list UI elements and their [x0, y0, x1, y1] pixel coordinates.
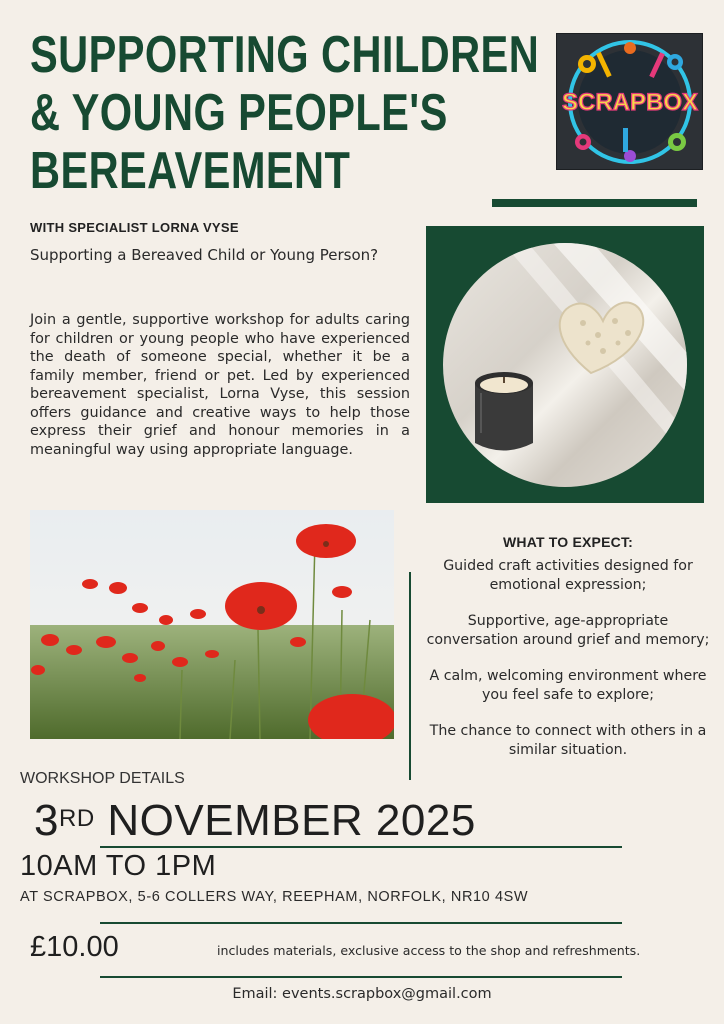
title-line-2: & YOUNG PEOPLE'S	[30, 84, 448, 142]
expect-heading: WHAT TO EXPECT:	[502, 534, 634, 550]
workshop-date	[34, 796, 476, 846]
details-divider	[100, 976, 622, 978]
expect-item: Guided craft activities designed for emotional expression;	[443, 558, 693, 593]
workshop-price: £10.00	[30, 931, 119, 963]
expect-item: The chance to connect with others in a similar situation.	[429, 723, 707, 758]
workshop-venue: AT SCRAPBOX, 5-6 COLLERS WAY, REEPHAM, NORFOLK, NR10 4SW	[20, 889, 529, 905]
workshop-time: 10AM TO 1PM	[20, 850, 217, 882]
title-line-3: BEREAVEMENT	[30, 142, 351, 200]
title-line-1: SUPPORTING CHILDREN	[30, 26, 540, 84]
details-divider	[100, 846, 622, 848]
contact-email[interactable]: Email: events.scrapbox@gmail.com	[232, 986, 492, 1002]
page-title	[30, 26, 550, 200]
price-includes: includes materials, exclusive access to the shop and refreshments.	[217, 943, 641, 958]
workshop-description: Join a gentle, supportive workshop for adults caring for children or young people who have experienced the death of someone special, whether it be a family member, friend or pet. Led by experienced bereavement specialist, Lorna Vyse, this session offers guidance and creative ways to help those express their grief and honour memories in a meaningful way using appropriate language.	[30, 312, 410, 458]
expect-divider	[409, 572, 411, 780]
date-month-year: NOVEMBER 2025	[94, 796, 476, 845]
heart-icon	[560, 303, 644, 373]
what-to-expect-section	[420, 534, 716, 777]
details-divider	[100, 922, 622, 924]
date-day: 3	[34, 796, 59, 845]
workshop-details-label: WORKSHOP DETAILS	[20, 770, 185, 787]
lead-question: Supporting a Bereaved Child or Young Person?	[30, 246, 379, 264]
expect-item: Supportive, age-appropriate conversation around grief and memory;	[426, 613, 710, 648]
poppy-field-photo	[30, 510, 394, 739]
logo-text: SCRAPBOX	[561, 89, 699, 116]
date-suffix: RD	[58, 805, 95, 832]
candle-and-heart-photo	[443, 243, 687, 487]
subtitle: WITH SPECIALIST LORNA VYSE	[30, 220, 239, 235]
title-divider	[492, 199, 697, 207]
scrapbox-logo	[556, 33, 703, 170]
logo-graphic	[557, 34, 704, 171]
candle-photo-frame	[426, 226, 704, 503]
expect-item: A calm, welcoming environment where you feel safe to explore;	[429, 668, 707, 703]
candle-icon	[475, 372, 533, 451]
